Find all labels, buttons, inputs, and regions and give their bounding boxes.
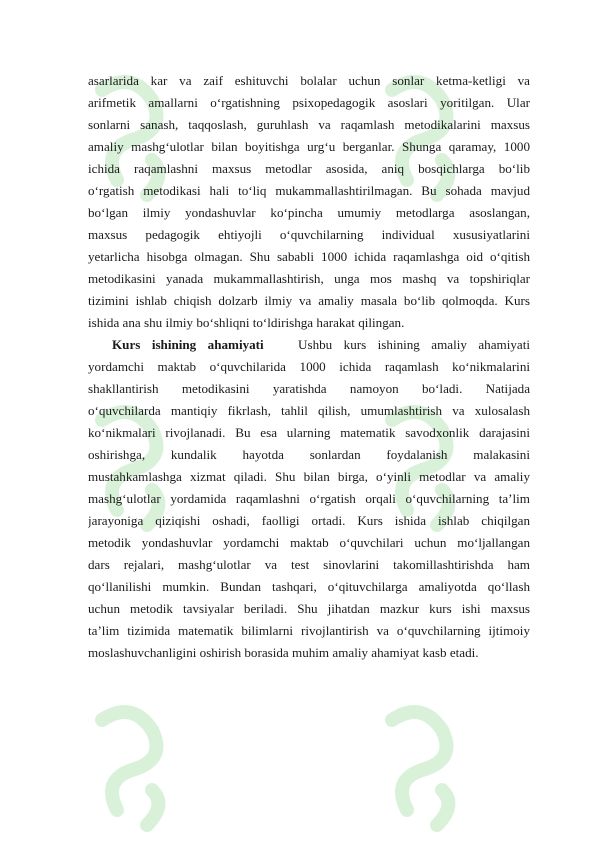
text-line: qo‘llanilishi mumkin. Bundan tashqari, o‘qituvchilarga amaliyotda qo‘llash <box>88 579 530 594</box>
watermark-logo-icon <box>362 690 482 840</box>
text-line: o‘rgatish metodikasi hali to‘liq mukammallashtirilmagan. Bu sohada mavjud <box>88 183 530 198</box>
text-line: yetarlicha hisobga olmagan. Shu sababli 1000 ichida raqamlashga oid o‘qitish <box>88 249 530 264</box>
text-line: metodikasini yanada mukammallashtirish, unga mos mashq va topshiriqlar <box>88 271 530 286</box>
paragraph-2-first-line <box>88 334 530 356</box>
text-line: oshirishga, kundalik hayotda sonlardan foydalanish malakasini <box>88 447 530 462</box>
section-heading: Kurs ishining ahamiyati <box>112 337 264 352</box>
text-line: o‘quvchilarda mantiqiy fikrlash, tahlil qilish, umumlashtirish va xulosalash <box>88 403 530 418</box>
text-line: ta’lim tizimida matematik bilimlarni rivojlantirish va o‘quvchilarning ijtimoiy <box>88 623 530 638</box>
text-line: tizimini ishlab chiqish dolzarb ilmiy va amaliy masala bo‘lib qolmoqda. Kurs <box>88 293 530 308</box>
text-line: yordamchi maktab o‘quvchilarida 1000 ichida raqamlash ko‘nikmalarini <box>88 359 530 374</box>
text-line: uchun metodik tavsiyalar beriladi. Shu jihatdan mazkur kurs ishi maxsus <box>88 601 530 616</box>
watermark-logo-icon <box>72 690 192 840</box>
text-line: ko‘nikmalari rivojlanadi. Bu esa ularning matematik savodxonlik darajasini <box>88 425 530 440</box>
text-line: dars rejalari, mashg‘ulotlar va test sinovlarini takomillashtirishda ham <box>88 557 530 572</box>
text-line: amaliy mashg‘ulotlar bilan boyitishga urg‘u berganlar. Shunga qaramay, 1000 <box>88 139 530 154</box>
text-line: sonlarni sanash, taqqoslash, guruhlash va raqamlash metodikalarini maxsus <box>88 117 530 132</box>
text-line: ichida raqamlashni maxsus metodlar asosida, aniq bosqichlarga bo‘lib <box>88 161 530 176</box>
text-line: jarayoniga qiziqishi oshadi, faolligi ortadi. Kurs ishida ishlab chiqilgan <box>88 513 530 528</box>
text-line: bo‘lgan ilmiy yondashuvlar ko‘pincha umumiy metodlarga asoslangan, <box>88 205 530 220</box>
text-line: arifmetik amallarni o‘rgatishning psixopedagogik asoslari yoritilgan. Ular <box>88 95 530 110</box>
text-line: ishida ana shu ilmiy bo‘shliqni to‘ldirishga harakat qilingan. <box>88 315 405 330</box>
text-line: asarlarida kar va zaif eshituvchi bolalar uchun sonlar ketma-ketligi va <box>88 73 530 88</box>
text-line: shakllantirish metodikasini yaratishda namoyon bo‘ladi. Natijada <box>88 381 530 396</box>
body-text <box>88 70 530 664</box>
text-line: metodik yondashuvlar yordamchi maktab o‘quvchilari uchun mo‘ljallangan <box>88 535 530 550</box>
text-line: mustahkamlashga xizmat qiladi. Shu bilan birga, o‘yinli metodlar va amaliy <box>88 469 530 484</box>
text-span: Ushbu kurs ishining amaliy ahamiyati <box>298 337 530 352</box>
text-line: moslashuvchanligini oshirish borasida muhim amaliy ahamiyat kasb etadi. <box>88 645 479 660</box>
text-line: maxsus pedagogik ehtiyojli o‘quvchilarning individual xususiyatlarini <box>88 227 530 242</box>
paragraph-1 <box>88 70 530 334</box>
paragraph-2 <box>88 334 530 664</box>
text-line: mashg‘ulotlar yordamida raqamlashni o‘rgatish orqali o‘quvchilarning ta’lim <box>88 491 530 506</box>
